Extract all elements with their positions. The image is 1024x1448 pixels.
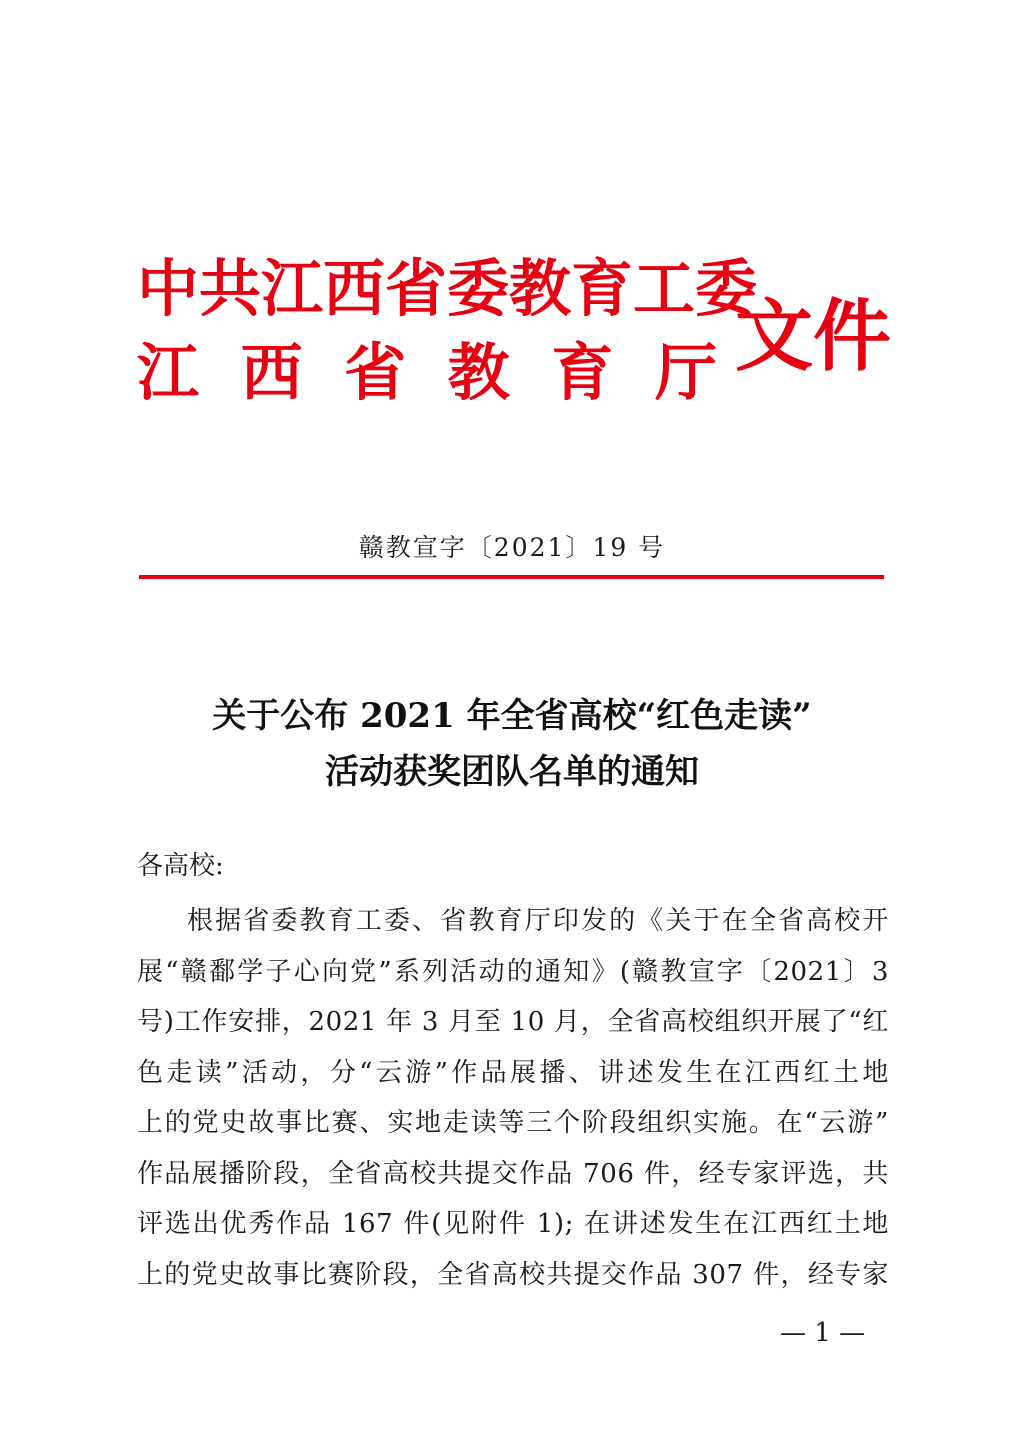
org-char: 育 [551, 336, 614, 409]
document-title [0, 688, 1024, 800]
title-line: 关于公布 2021 年全省高校“红色走读” [212, 696, 812, 736]
body-line: 根据省委教育工委、省教育厅印发的《关于在全省高校开 [187, 906, 889, 936]
org-name-party-committee: 中共江西省委教育工委 [137, 252, 758, 325]
body-line: 作品展播阶段，全省高校共提交作品 706 件，经专家评选，共 [137, 1158, 889, 1189]
body-line: 色走读”活动，分“云游”作品展播、讲述发生在江西红土地 [137, 1057, 889, 1088]
org-char: 西 [240, 336, 303, 409]
salutation: 各高校: [137, 851, 224, 881]
body-line: 上的党史故事比赛、实地走读等三个阶段组织实施。在“云游” [137, 1108, 889, 1138]
body-line: 评选出优秀作品 167 件(见附件 1); 在讲述发生在江西红土地 [137, 1209, 889, 1239]
document-suffix: 文件 [735, 291, 892, 382]
body-text [137, 896, 889, 1300]
org-char: 教 [447, 336, 510, 409]
body-line: 上的党史故事比赛阶段，全省高校共提交作品 307 件，经专家 [137, 1259, 889, 1290]
page-number: — 1 — [780, 1318, 866, 1348]
org-char: 江 [137, 336, 200, 409]
issuing-authority-header [137, 246, 892, 416]
org-char: 省 [344, 336, 407, 409]
document-number: 赣教宣字〔2021〕19 号 [358, 533, 666, 562]
org-char: 厅 [654, 336, 717, 409]
body-line: 展“赣鄱学子心向党”系列活动的通知》(赣教宣字〔2021〕3 [137, 956, 889, 987]
red-divider [139, 575, 884, 579]
title-line: 活动获奖团队名单的通知 [325, 752, 699, 792]
org-name-education-department [137, 338, 717, 408]
body-line: 号)工作安排，2021 年 3 月至 10 月，全省高校组织开展了“红 [137, 1007, 889, 1037]
